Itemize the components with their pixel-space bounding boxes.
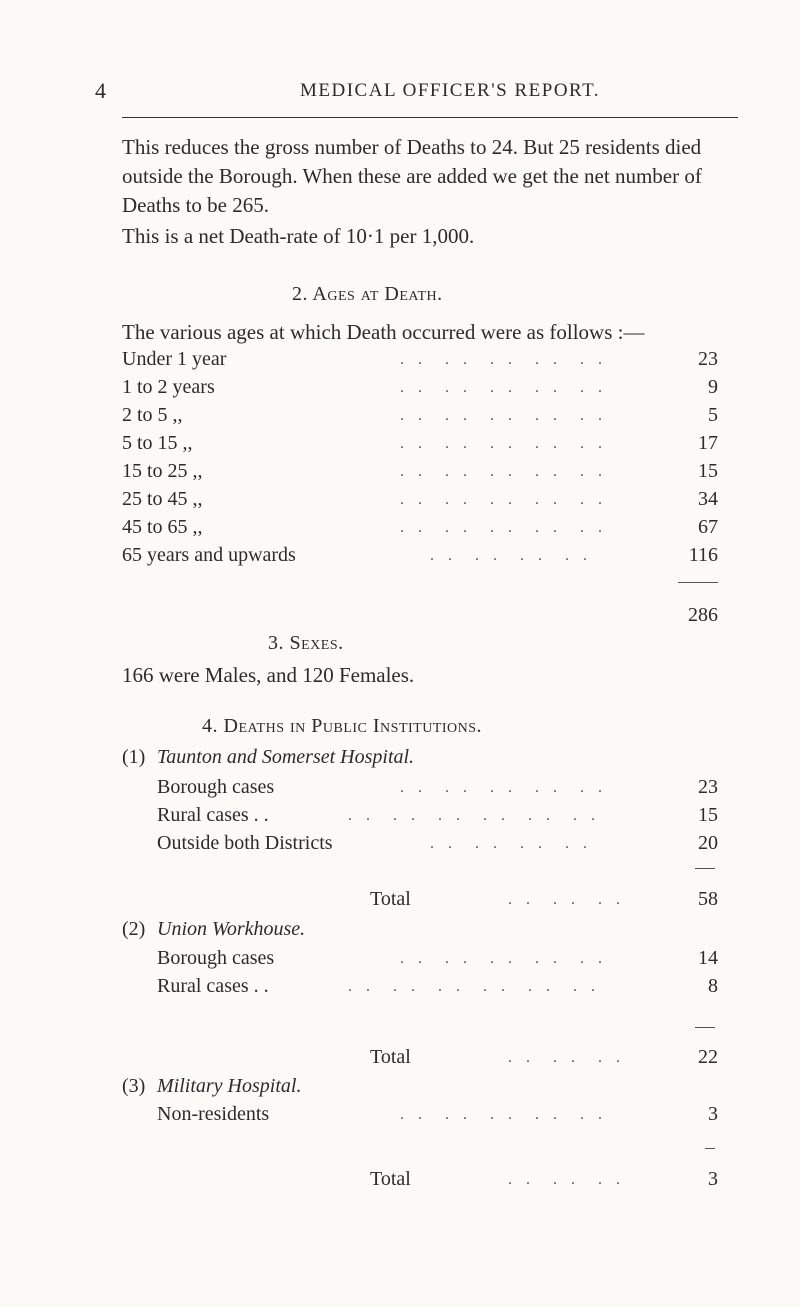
group-total: 22: [698, 1046, 718, 1068]
age-value: 116: [688, 544, 718, 566]
case-value: 3: [708, 1103, 718, 1125]
intro-paragraph-1: This reduces the gross number of Deaths to 24. But 25 residents died outside the Borough. When these are added we get the net number of Deaths to be 265.: [122, 135, 702, 217]
age-label: 45 to 65 ,,: [122, 516, 203, 538]
leader-dots: . . . . . . . . . .: [400, 491, 607, 508]
age-label: 25 to 45 ,,: [122, 488, 203, 510]
section-4-heading: 4. Deaths in Public Institutions.: [202, 715, 483, 737]
section-3-text: 166 were Males, and 120 Females.: [122, 663, 415, 687]
leader-dots: . . . . . . . . . .: [400, 519, 607, 536]
case-label: Outside both Districts: [157, 832, 333, 854]
running-title: MEDICAL OFFICER'S REPORT.: [300, 80, 601, 101]
total-label: Total: [370, 1046, 411, 1068]
institution-row: [0, 776, 800, 806]
leader-dots: . . . . . . . . . .: [400, 407, 607, 424]
group-number: (2): [122, 918, 146, 940]
leader-dots: . . . . . . . . . .: [400, 379, 607, 396]
institution-row: [0, 947, 800, 977]
leader-dots: . . . . . . . . . .: [400, 779, 607, 796]
sum-rule: [695, 1027, 715, 1028]
leader-dots: . . . . . . . .: [430, 547, 592, 564]
header-rule: [122, 117, 738, 118]
case-value: 15: [698, 804, 718, 826]
group-total-row: [0, 888, 800, 918]
age-total: 286: [688, 604, 718, 626]
age-label: 5 to 15 ,,: [122, 432, 193, 454]
leader-dots: . . . . . .: [508, 1049, 625, 1066]
group-title: Military Hospital.: [157, 1075, 302, 1097]
case-value: 20: [698, 832, 718, 854]
age-value: 9: [708, 376, 718, 398]
age-label: 15 to 25 ,,: [122, 460, 203, 482]
group-1-title-row: [0, 746, 800, 776]
sum-rule: [678, 582, 718, 583]
case-label: Rural cases . .: [157, 975, 269, 997]
age-row: [0, 348, 800, 378]
group-total: 58: [698, 888, 718, 910]
age-label: 2 to 5 ,,: [122, 404, 183, 426]
leader-dots: . . . . . . . . . .: [400, 950, 607, 967]
institution-row: [0, 832, 800, 862]
age-value: 15: [698, 460, 718, 482]
group-number: (3): [122, 1075, 146, 1097]
institution-row: [0, 804, 800, 834]
group-total-row: [0, 1046, 800, 1076]
age-label: Under 1 year: [122, 348, 227, 370]
age-row: [0, 404, 800, 434]
leader-dots: . . . . . . . . . .: [400, 351, 607, 368]
section-2-lead: The various ages at which Death occurred were as follows :—: [122, 320, 645, 344]
age-label: 65 years and upwards: [122, 544, 296, 566]
sum-rule: [695, 868, 715, 869]
group-title: Union Workhouse.: [157, 918, 306, 940]
section-2-heading: 2. Ages at Death.: [292, 283, 443, 305]
page-number: 4: [95, 78, 106, 103]
group-total: 3: [708, 1168, 718, 1190]
section-3-heading: 3. Sexes.: [268, 632, 344, 654]
institution-row: [0, 1103, 800, 1133]
total-label: Total: [370, 1168, 411, 1190]
age-row: [0, 376, 800, 406]
age-value: 34: [698, 488, 718, 510]
institution-row: [0, 975, 800, 1005]
age-row: [0, 488, 800, 518]
age-total-row: [0, 604, 800, 634]
group-3-title-row: [0, 1075, 800, 1105]
leader-dots: . . . . . . . . . . . .: [348, 978, 600, 995]
running-header: [0, 76, 800, 106]
total-label: Total: [370, 888, 411, 910]
leader-dots: . . . . . .: [508, 1171, 625, 1188]
age-row: [0, 544, 800, 574]
age-value: 67: [698, 516, 718, 538]
leader-dots: . . . . . . . . . .: [400, 435, 607, 452]
case-label: Borough cases: [157, 776, 275, 798]
sum-rule: [705, 1148, 715, 1149]
age-value: 5: [708, 404, 718, 426]
group-2-title-row: [0, 918, 800, 948]
leader-dots: . . . . . . . . . . . .: [348, 807, 600, 824]
case-value: 23: [698, 776, 718, 798]
age-value: 23: [698, 348, 718, 370]
age-row: [0, 432, 800, 462]
leader-dots: . . . . . . . . . .: [400, 1106, 607, 1123]
leader-dots: . . . . . . . .: [430, 835, 592, 852]
case-label: Non-residents: [157, 1103, 270, 1125]
leader-dots: . . . . . .: [508, 891, 625, 908]
group-total-row: [0, 1168, 800, 1198]
group-number: (1): [122, 746, 146, 768]
group-title: Taunton and Somerset Hospital.: [157, 746, 415, 768]
age-row: [0, 516, 800, 546]
leader-dots: . . . . . . . . . .: [400, 463, 607, 480]
case-label: Rural cases . .: [157, 804, 269, 826]
case-label: Borough cases: [157, 947, 275, 969]
age-label: 1 to 2 years: [122, 376, 215, 398]
age-value: 17: [698, 432, 718, 454]
case-value: 8: [708, 975, 718, 997]
case-value: 14: [698, 947, 718, 969]
intro-paragraph-2: This is a net Death-rate of 10·1 per 1,000.: [122, 224, 475, 248]
age-row: [0, 460, 800, 490]
